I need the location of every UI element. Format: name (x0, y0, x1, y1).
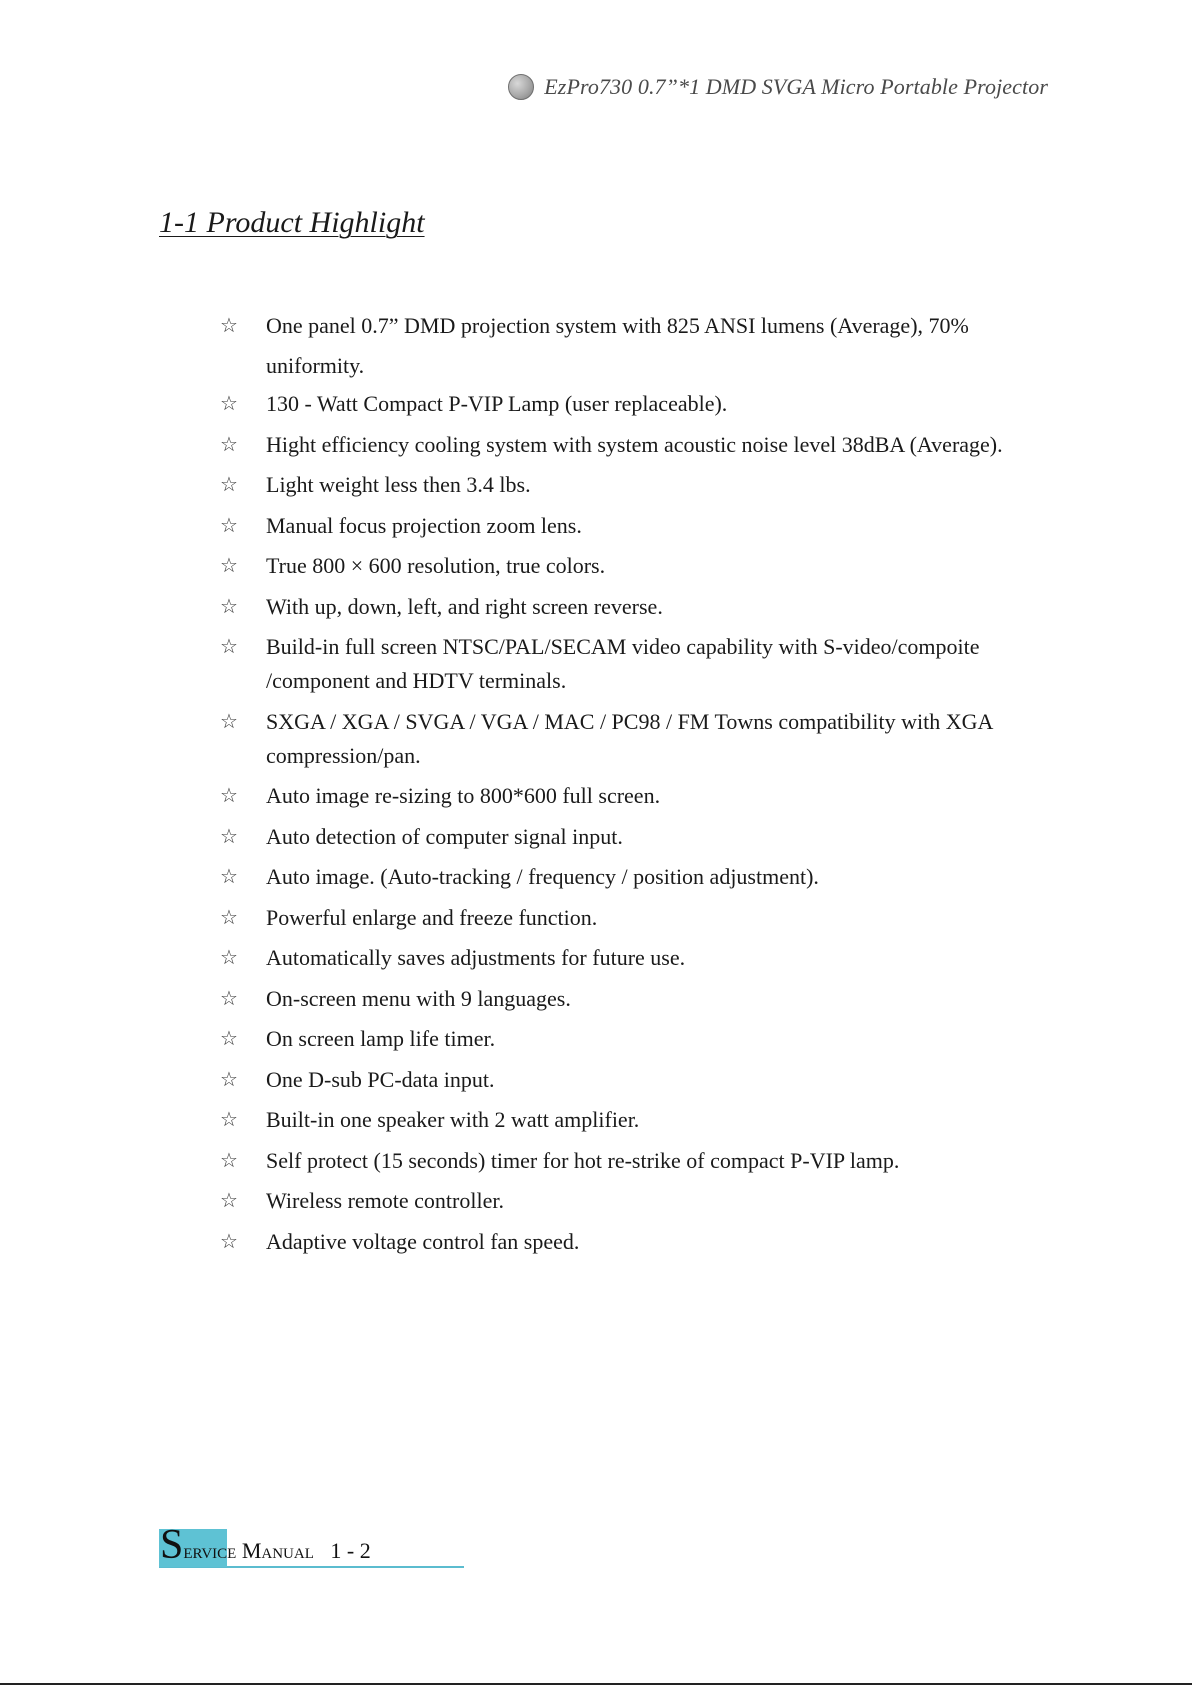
list-item (220, 1063, 1060, 1097)
list-item (220, 630, 1060, 698)
list-item (220, 779, 1060, 813)
star-bullet-icon: ☆ (220, 987, 238, 1010)
highlight-text: On screen lamp life timer. (266, 1026, 496, 1051)
list-item (220, 428, 1060, 462)
list-item (220, 820, 1060, 854)
list-item (220, 468, 1060, 502)
star-bullet-icon: ☆ (220, 393, 238, 415)
footer-cap-letter: S (160, 1522, 184, 1568)
list-item (220, 982, 1060, 1016)
highlight-text: Hight efficiency cooling system with system acoustic noise level 38dBA (Average). (266, 431, 1003, 457)
list-item (220, 509, 1060, 543)
highlight-text: Self protect (15 seconds) timer for hot re-strike of compact P-VIP lamp. (266, 1147, 900, 1173)
highlight-text: Adaptive voltage control fan speed. (266, 1228, 580, 1254)
star-bullet-icon: ☆ (220, 555, 238, 577)
star-bullet-icon: ☆ (220, 1028, 238, 1050)
star-bullet-icon: ☆ (220, 315, 238, 337)
star-bullet-icon: ☆ (220, 1230, 238, 1253)
star-bullet-icon: ☆ (220, 433, 238, 456)
highlight-text: Light weight less then 3.4 lbs. (266, 472, 531, 497)
star-bullet-icon: ☆ (220, 866, 238, 888)
footer-manual-label: ervice Manual (183, 1538, 314, 1563)
highlight-text: One D-sub PC-data input. (266, 1066, 495, 1092)
section-title: 1-1 Product Highlight (159, 206, 425, 239)
list-item (220, 387, 1060, 421)
star-bullet-icon: ☆ (220, 1149, 238, 1172)
star-bullet-icon: ☆ (220, 1109, 238, 1131)
list-item (220, 860, 1060, 894)
highlight-text: With up, down, left, and right screen reverse. (266, 593, 663, 619)
highlight-text: SXGA / XGA / SVGA / VGA / MAC / PC98 / FM Towns compatibility with XGA compression/pan. (266, 708, 993, 768)
highlight-text: Auto image. (Auto-tracking / frequency / position adjustment). (266, 864, 819, 889)
highlight-text: Automatically saves adjustments for future use. (266, 945, 686, 970)
highlight-text: 130 - Watt Compact P-VIP Lamp (user replaceable). (266, 391, 728, 416)
highlight-text: Build-in full screen NTSC/PAL/SECAM video capability with S-video/compoite /component and HDTV terminals. (266, 634, 980, 693)
highlight-text: One panel 0.7” DMD projection system with 825 ANSI lumens (Average), 70% uniformity. (266, 313, 969, 378)
star-bullet-icon: ☆ (220, 825, 238, 848)
circle-bullet-icon (508, 74, 534, 100)
list-item (220, 549, 1060, 583)
highlight-text: True 800 × 600 resolution, true colors. (266, 553, 606, 578)
list-item (220, 1225, 1060, 1259)
list-item (220, 1144, 1060, 1178)
star-bullet-icon: ☆ (220, 1190, 238, 1212)
highlight-text: Manual focus projection zoom lens. (266, 512, 582, 538)
star-bullet-icon: ☆ (220, 595, 238, 618)
list-item (220, 901, 1060, 935)
page-footer (159, 1522, 464, 1568)
star-bullet-icon: ☆ (220, 710, 238, 733)
highlight-text: Auto image re-sizing to 800*600 full screen. (266, 783, 661, 808)
list-item (220, 1103, 1060, 1137)
highlight-text: Powerful enlarge and freeze function. (266, 904, 598, 930)
list-item (220, 941, 1060, 975)
highlight-text: On-screen menu with 9 languages. (266, 985, 571, 1011)
list-item (220, 590, 1060, 624)
star-bullet-icon: ☆ (220, 906, 238, 929)
star-bullet-icon: ☆ (220, 474, 238, 496)
list-item (220, 1184, 1060, 1218)
highlight-list (220, 306, 1060, 1265)
page-number: 1 - 2 (330, 1538, 371, 1563)
star-bullet-icon: ☆ (220, 785, 238, 807)
document-title: EzPro730 0.7”*1 DMD SVGA Micro Portable Projector (544, 74, 1048, 99)
star-bullet-icon: ☆ (220, 1068, 238, 1091)
footer-label (160, 1522, 371, 1568)
list-item (220, 705, 1060, 773)
list-item (220, 1022, 1060, 1056)
list-item (220, 306, 1060, 386)
star-bullet-icon: ☆ (220, 514, 238, 537)
page-header (508, 74, 1048, 100)
star-bullet-icon: ☆ (220, 636, 238, 658)
star-bullet-icon: ☆ (220, 947, 238, 969)
highlight-text: Built-in one speaker with 2 watt amplifier. (266, 1107, 640, 1132)
highlight-text: Auto detection of computer signal input. (266, 823, 623, 849)
highlight-text: Wireless remote controller. (266, 1188, 504, 1213)
